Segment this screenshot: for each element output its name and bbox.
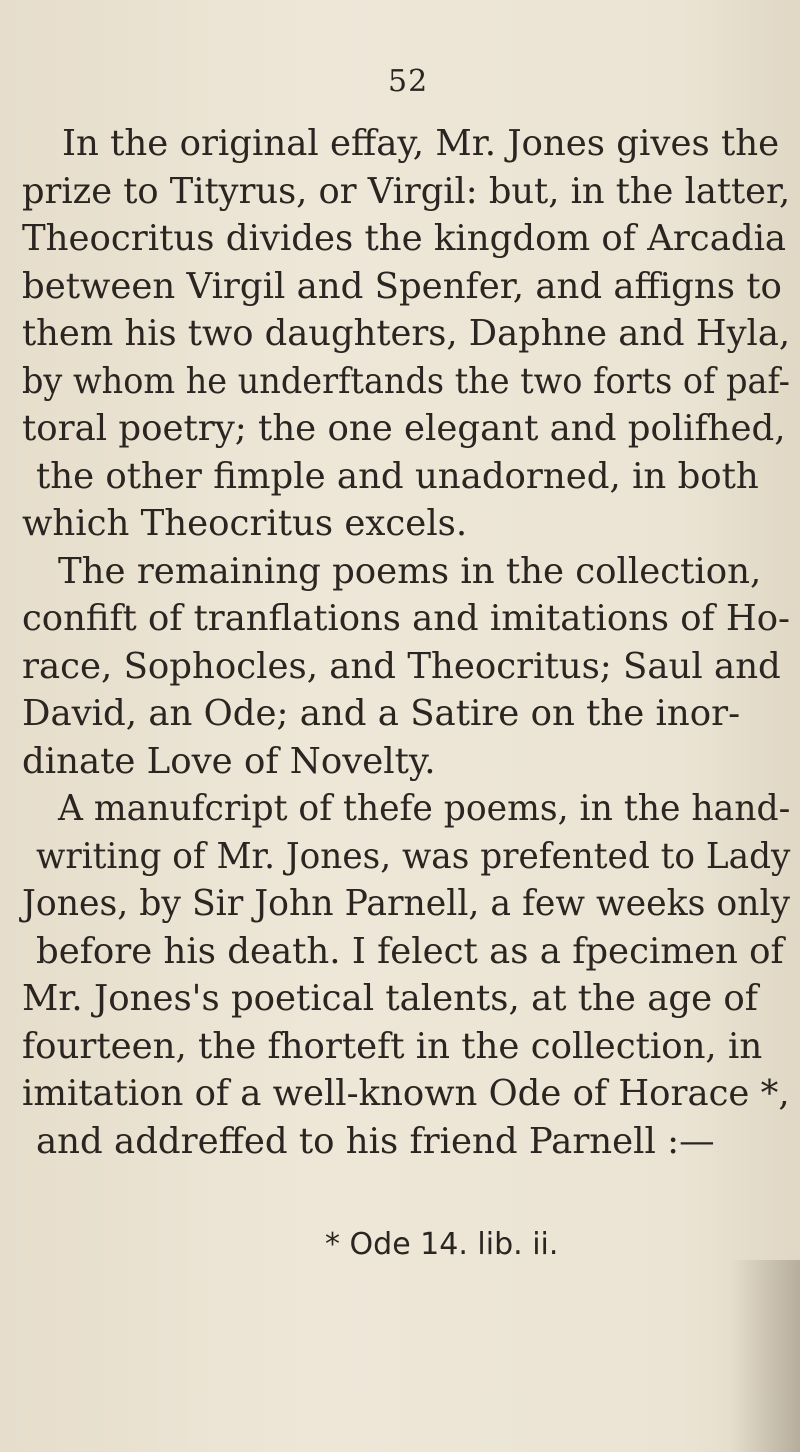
text-line: Mr. Jones's poetical talents, at the age of [22,978,758,1019]
text-line: In the original effay, Mr. Jones gives the [62,123,780,164]
text-line: which Theocritus excels. [22,503,468,544]
text-line: between Virgil and Spenfer, and affigns to [22,265,782,307]
text-line: imitation of a well-known Ode of Horace *, [22,1073,790,1114]
text-line: A manufcript of thefe poems, in the hand- [58,788,791,829]
text-line: them his two daughters, Daphne and Hyla, [22,313,791,354]
text-line: Theocritus divides the kingdom of Arcadia [22,218,787,259]
text-line: the other fimple and unadorned, in both [36,455,759,497]
page-edge-shadow [730,1260,800,1452]
text-line: writing of Mr. Jones, was prefented to Lady [36,835,791,877]
text-line: by whom he underftands the two forts of paf- [22,360,790,402]
text-line: race, Sophocles, and Theocritus; Saul and [22,645,781,687]
text-line: The remaining poems in the collection, [58,550,762,592]
text-line: dinate Love of Novelty. [22,740,436,782]
text-line: fourteen, the fhorteft in the collection, in [22,1025,763,1067]
footnote: * Ode 14. lib. ii. [325,1227,559,1262]
text-line: prize to Tityrus, or Virgil: but, in the latter, [22,170,791,212]
text-line: before his death. I felect as a fpecimen of [36,930,784,972]
text-line: Jones, by Sir John Parnell, a few weeks only [22,883,791,924]
text-line: David, an Ode; and a Satire on the inor- [22,693,741,734]
text-line: and addreffed to his friend Parnell :— [36,1120,715,1162]
text-line: confift of tranflations and imitations of Ho- [22,598,790,639]
text-line: toral poetry; the one elegant and polifhed, [22,408,786,449]
page-number: 52 [388,64,429,99]
